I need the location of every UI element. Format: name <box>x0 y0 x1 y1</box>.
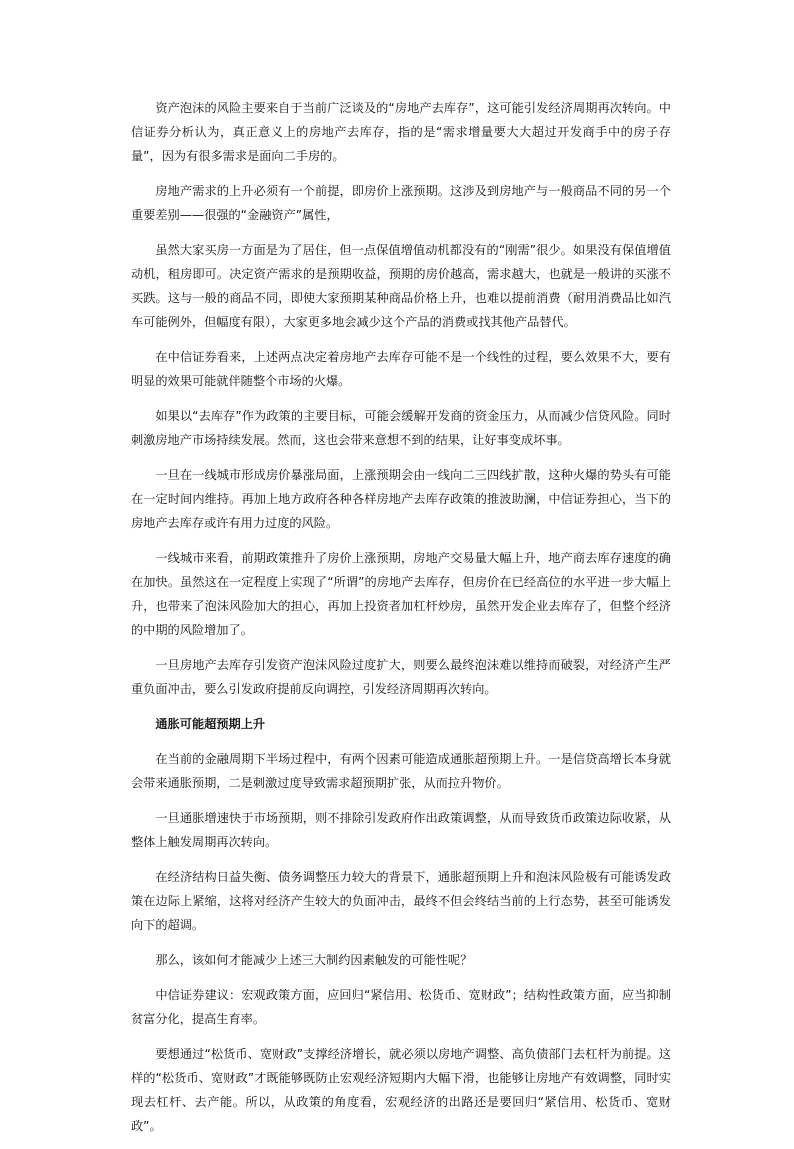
paragraph-11: 在经济结构日益失衡、债务调整压力较大的背景下，通胀超预期上升和泡沫风险极有可能诱发政策在边际上紧缩，这将对经济产生较大的负面冲击，最终不但会终结当前的上行态势，甚至可能诱发向下的超调。 <box>131 870 671 932</box>
article-body <box>131 96 671 1149</box>
paragraph-3: 虽然大家买房一方面是为了居住，但一点保值增值动机都没有的“刚需”很少。如果没有保值增值动机，租房即可。决定资产需求的是预期收益，预期的房价越高，需求越大，也就是一般讲的买涨不买跌。这与一般的商品不同，即使大家预期某种商品价格上升，也难以提前消费（耐用消费品比如汽车可能例外，但幅度有限），大家更多地会减少这个产品的消费或找其他产品替代。 <box>131 243 671 329</box>
section-heading: 通胀可能超预期上升 <box>155 717 266 731</box>
paragraph-6: 一旦在一线城市形成房价暴涨局面，上涨预期会由一线向二三四线扩散，这种火爆的势头有可能在一定时间内维持。再加上地方政府各种各样房地产去库存政策的推波助澜，中信证券担心，当下的房地产去库存或许有用力过度的风险。 <box>131 468 671 530</box>
paragraph-13: 中信证券建议：宏观政策方面，应回归“紧信用、松货币、宽财政”；结构性政策方面，应当抑制贫富分化，提高生育率。 <box>131 988 671 1026</box>
paragraph-14: 要想通过“松货币、宽财政”支撑经济增长，就必须以房地产调整、高负债部门去杠杆为前提。这样的“松货币、宽财政”才既能够既防止宏观经济短期内大幅下滑，也能够让房地产有效调整，同时实现去杠杆、去产能。所以，从政策的角度看，宏观经济的出路还是要回归“紧信用、松货币、宽财政”。 <box>131 1047 671 1133</box>
paragraph-10: 一旦通胀增速快于市场预期，则不排除引发政府作出政策调整，从而导致货币政策边际收紧，从整体上触发周期再次转向。 <box>131 811 671 849</box>
paragraph-4: 在中信证券看来，上述两点决定着房地产去库存可能不是一个线性的过程，要么效果不大，要有明显的效果可能就伴随整个市场的火爆。 <box>131 350 671 388</box>
paragraph-2: 房地产需求的上升必须有一个前提，即房价上涨预期。这涉及到房地产与一般商品不同的另一个重要差别——很强的“金融资产”属性， <box>131 184 671 222</box>
paragraph-7: 一线城市来看，前期政策推升了房价上涨预期，房地产交易量大幅上升，地产商去库存速度的确在加快。虽然这在一定程度上实现了“所谓”的房地产去库存，但房价在已经高位的水平进一步大幅上升，也带来了泡沫风险加大的担心，再加上投资者加杠杆炒房，虽然开发企业去库存了，但整个经济的中期的风险增加了。 <box>131 551 671 637</box>
paragraph-1: 资产泡沫的风险主要来自于当前广泛谈及的“房地产去库存”，这可能引发经济周期再次转向。中信证券分析认为，真正意义上的房地产去库存，指的是“需求增量要大大超过开发商手中的房子存量”，因为有很多需求是面向二手房的。 <box>131 101 671 163</box>
paragraph-8: 一旦房地产去库存引发资产泡沫风险过度扩大，则要么最终泡沫难以维持而破裂，对经济产生严重负面冲击，要么引发政府提前反向调控，引发经济周期再次转向。 <box>131 658 671 696</box>
paragraph-9: 在当前的金融周期下半场过程中，有两个因素可能造成通胀超预期上升。一是信贷高增长本身就会带来通胀预期，二是刺激过度导致需求超预期扩张，从而拉升物价。 <box>131 752 671 790</box>
paragraph-5: 如果以“去库存”作为政策的主要目标，可能会缓解开发商的资金压力，从而减少信贷风险。同时刺激房地产市场持续发展。然而，这也会带来意想不到的结果，让好事变成坏事。 <box>131 409 671 447</box>
paragraph-12: 那么，该如何才能减少上述三大制约因素触发的可能性呢？ <box>155 953 473 967</box>
